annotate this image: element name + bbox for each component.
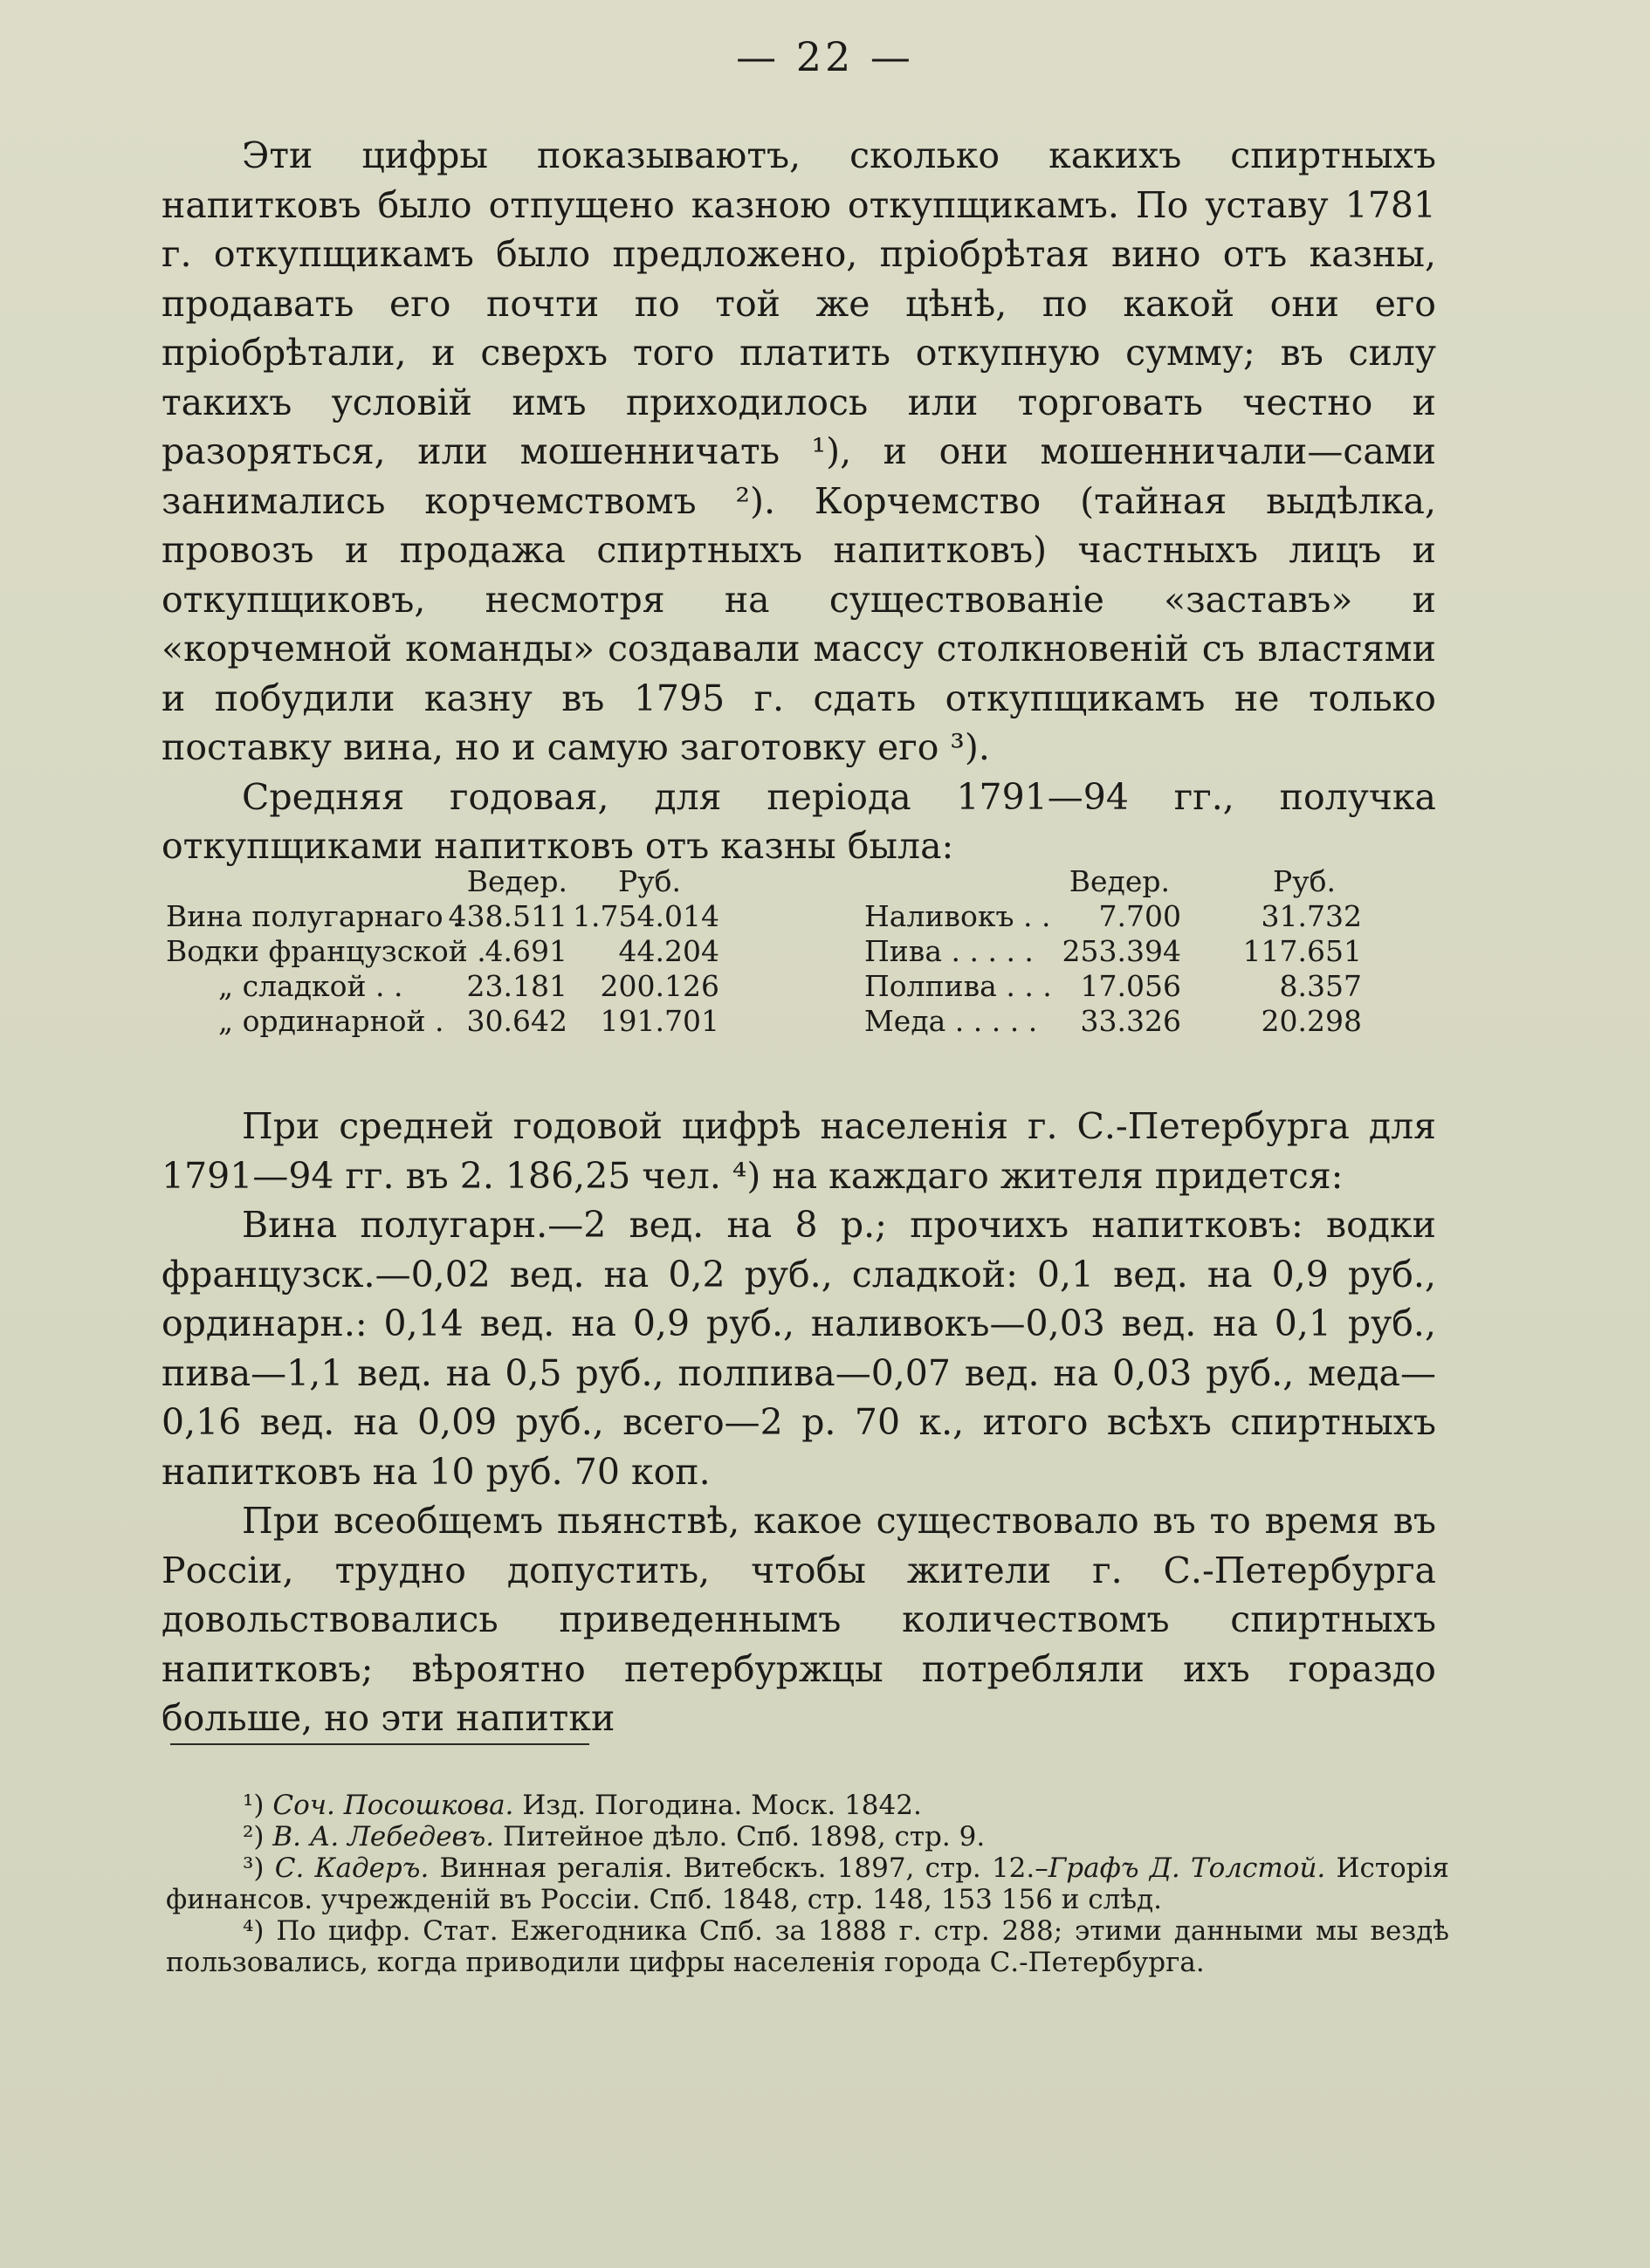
footnote-author: В. А. Лебедевъ. [272,1821,495,1852]
footnote-author: С. Кадеръ. [274,1852,430,1884]
table-row [166,934,1440,969]
col-header-vol-left: Ведер. [466,864,567,898]
footnote-mark: ³) [243,1852,265,1884]
table-cell-vol: 7.700 [1098,899,1181,933]
table-cell-name: Пива . . . . . [864,934,1034,968]
table-row [166,1004,1440,1039]
table-cell-name: „ сладкой . . [218,969,403,1003]
page-number: — 22 — [736,33,914,80]
paragraph-average-receipt: Средняя годовая, для періода 1791—94 гг., получка откупщиками напитковъ отъ казны была: [162,775,1436,867]
table-cell-name: „ ординарной . [218,1004,444,1038]
table-cell-vol: 17.056 [1080,969,1181,1003]
footnote-divider [170,1743,589,1745]
table-cell-name: Наливокъ . . [864,899,1051,933]
footnotes [166,1790,1449,1978]
footnote-text: По цифр. Стат. Ежегодника Спб. за 1888 г. стр. 288; этими данными мы вездѣ пользовались, когда приводили цифры населенія города С.-Петербурга. [166,1915,1449,1978]
footnote-3 [166,1852,1449,1915]
table-cell-rub: 200.126 [600,969,719,1003]
paragraph-population: При средней годовой цифрѣ населенія г. С.-Петербурга для 1791—94 гг. въ 2. 186,25 чел. ⁴) на каждаго жителя придется: [162,1105,1436,1197]
table-cell-rub: 8.357 [1279,969,1362,1003]
main-text-top [162,131,1436,871]
footnote-text: Винная регалія. Витебскъ. 1897, стр. 12.– [429,1852,1048,1884]
footnote-mark: ¹) [243,1790,265,1821]
table-cell-rub: 117.651 [1242,934,1362,968]
footnote-text: Питейное дѣло. Спб. 1898, стр. 9. [494,1821,986,1852]
table-cell-name: Вина полугарнаго . [166,899,462,933]
table-cell-name: Меда . . . . . [864,1004,1038,1038]
footnote-text-2: Исторія финансов. учрежденій въ Россіи. Спб. 1848, стр. 148, 153 156 и слѣд. [166,1852,1449,1915]
footnote-4 [166,1915,1449,1978]
footnote-text: Изд. Погодина. Моск. 1842. [513,1790,922,1821]
main-text-bottom [162,1102,1436,1743]
table-cell-rub: 191.701 [600,1004,719,1038]
col-header-vol-right: Ведер. [1069,864,1170,898]
table-cell-vol: 253.394 [1062,934,1181,968]
footnote-mark: ⁴) [243,1915,265,1947]
table-cell-rub: 1.754.014 [573,899,719,933]
col-header-rub-left: Руб. [618,864,681,898]
table-cell-vol: 33.326 [1080,1004,1181,1038]
footnote-2 [166,1821,1449,1852]
table-cell-rub: 44.204 [618,934,719,968]
table-cell-name: Полпива . . . [864,969,1052,1003]
table-cell-vol: 23.181 [466,969,567,1003]
paragraph-per-capita: Вина полугарн.—2 вед. на 8 р.; прочихъ напитковъ: водки французск.—0,02 вед. на 0,2 руб., сладкой: 0,1 вед. на 0,9 руб., ординарн.: 0,14 вед. на 0,9 руб., наливокъ—0,03 вед. на 0,1 руб., пива—1,1 вед. на 0,5 руб., полпива—0,07 вед. на 0,03 руб., меда—0,16 вед. на 0,09 руб., всего—2 р. 70 к., итого всѣхъ спиртныхъ напитковъ на 10 руб. 70 коп. [162,1204,1436,1493]
col-header-rub-right: Руб. [1273,864,1336,898]
table-cell-vol: 30.642 [466,1004,567,1038]
footnote-author-2: Графъ Д. Толстой. [1048,1852,1326,1884]
paragraph-drunkenness: При всеобщемъ пьянствѣ, какое существовало въ то время въ Россіи, трудно допустить, чтобы жители г. С.-Петербурга довольствовались приведеннымъ количествомъ спиртныхъ напитковъ; вѣроятно петербуржцы потребляли ихъ гораздо больше, но эти напитки [162,1500,1436,1739]
table-cell-vol: 438.511 [448,899,567,933]
table-cell-name: Водки французской . [166,934,486,968]
footnote-author: Соч. Посошкова. [272,1790,514,1821]
beverage-table [166,864,1440,1039]
footnote-1 [166,1790,1449,1821]
table-header-row [166,864,1440,899]
table-row [166,969,1440,1004]
table-row [166,899,1440,934]
table-cell-rub: 20.298 [1261,1004,1362,1038]
table-cell-vol: 4.691 [485,934,567,968]
footnote-mark: ²) [243,1821,265,1852]
table-cell-rub: 31.732 [1261,899,1362,933]
paragraph-excise-farmers: Эти цифры показываютъ, сколько какихъ спиртныхъ напитковъ было отпущено казною откупщикамъ. По уставу 1781 г. откупщикамъ было предложено, пріобрѣтая вино отъ казны, продавать его почти по той же цѣнѣ, по какой они его пріобрѣтали, и сверхъ того платить откупную сумму; въ силу такихъ условій имъ приходилось или торговать честно и разоряться, или мошенничать ¹), и они мошенничали—сами занимались корчемствомъ ²). Корчемство (тайная выдѣлка, провозъ и продажа спиртныхъ напитковъ) частныхъ лицъ и откупщиковъ, несмотря на существованіе «заставъ» и «корчемной команды» создавали массу столкновеній съ властями и побудили казну въ 1795 г. сдать откупщикамъ не только поставку вина, но и самую заготовку его ³). [162,134,1436,768]
